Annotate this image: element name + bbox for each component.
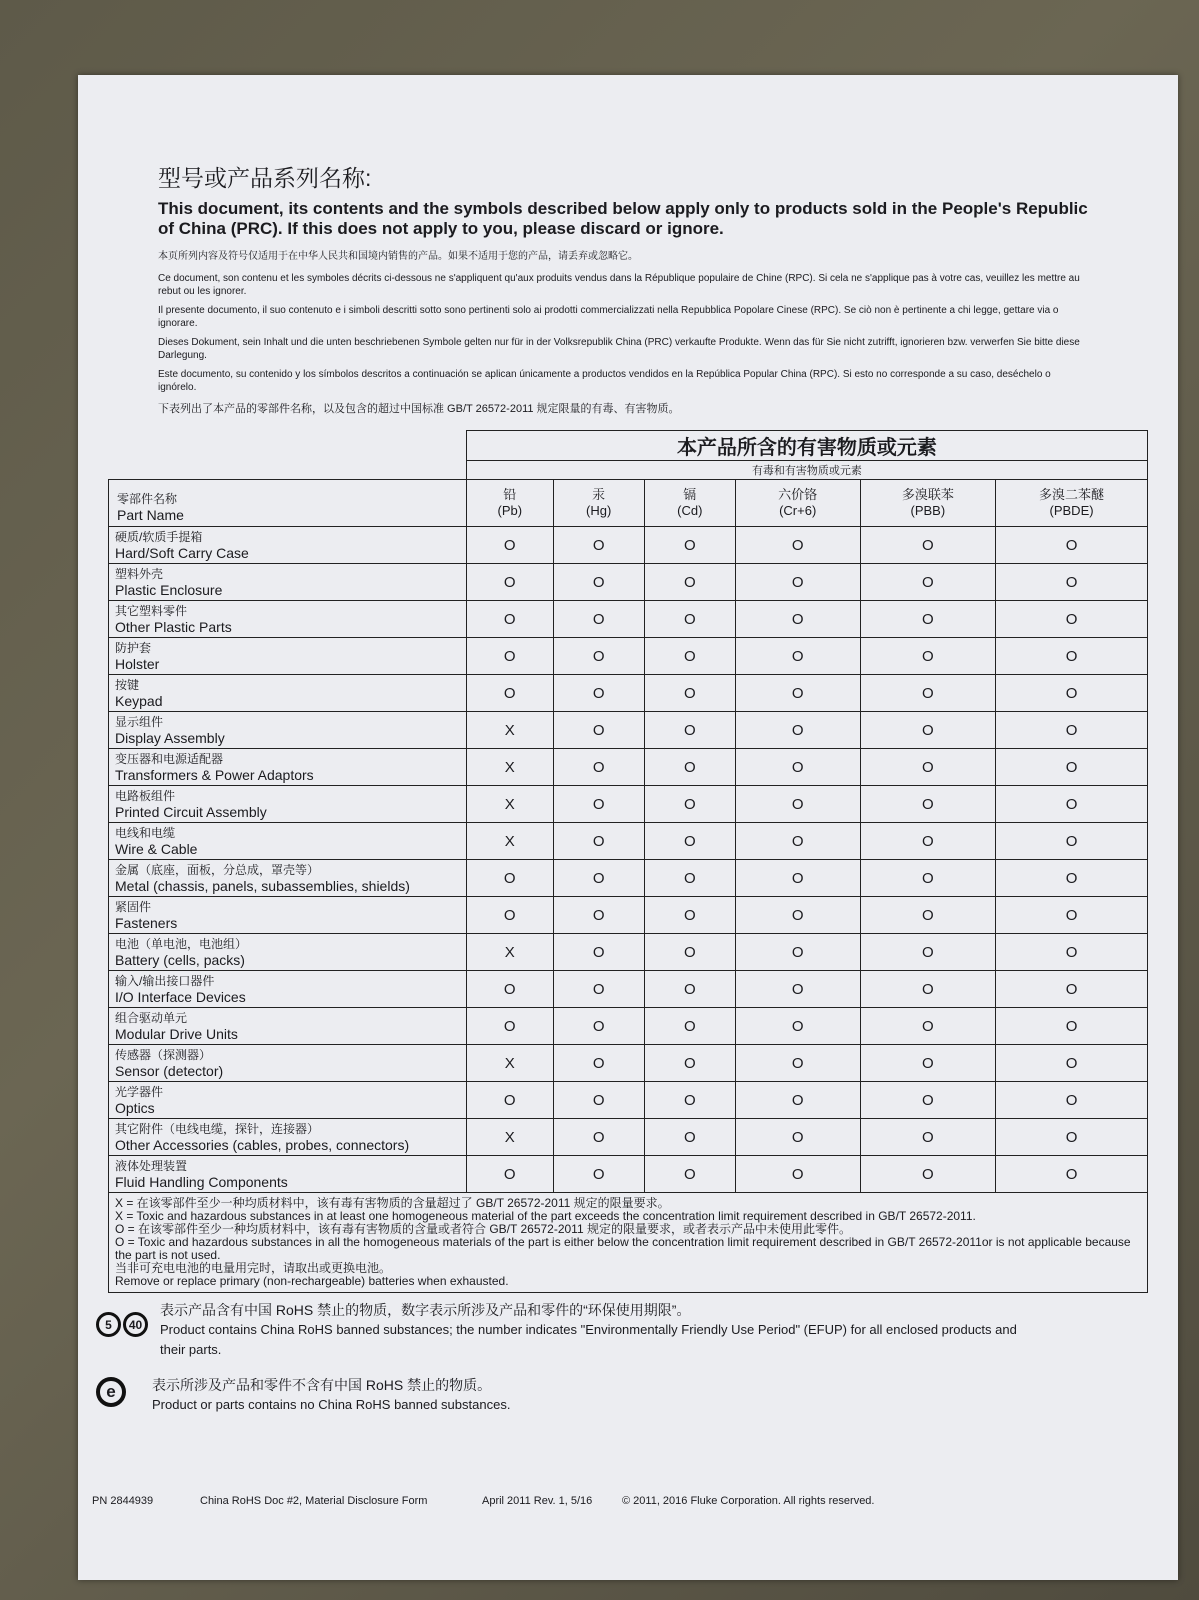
substance-mark: O [996, 564, 1148, 601]
substance-symbol: (PBDE) [1049, 503, 1094, 518]
substance-header [553, 480, 644, 527]
substance-mark: O [860, 749, 996, 786]
substance-mark: O [860, 1008, 996, 1045]
table-row [109, 1045, 1148, 1082]
part-name-en: Battery (cells, packs) [115, 952, 245, 968]
substance-mark: O [996, 749, 1148, 786]
substance-mark: O [644, 786, 735, 823]
e-text-zh: 表示所涉及产品和零件不含有中国 RoHS 禁止的物质。 [152, 1377, 492, 1393]
substance-symbol: (Cd) [677, 503, 703, 518]
part-name-zh: 液体处理装置 [115, 1159, 188, 1173]
substance-mark: O [644, 860, 735, 897]
substance-mark: O [466, 860, 553, 897]
substance-mark: X [466, 1119, 553, 1156]
substance-mark: O [735, 1156, 860, 1193]
part-name-cell [109, 638, 467, 675]
substance-mark: O [644, 749, 735, 786]
substance-mark: O [644, 1119, 735, 1156]
part-name-header-zh: 零部件名称 [117, 492, 178, 506]
table-row [109, 712, 1148, 749]
part-name-cell [109, 675, 467, 712]
substance-zh: 镉 [683, 487, 697, 502]
part-name-en: Wire & Cable [115, 841, 198, 857]
table-row [109, 601, 1148, 638]
substance-mark: O [553, 675, 644, 712]
part-name-zh: 电路板组件 [115, 789, 176, 803]
table-row [109, 786, 1148, 823]
substance-mark: O [644, 1082, 735, 1119]
substance-mark: O [996, 934, 1148, 971]
substance-mark: O [996, 971, 1148, 1008]
scope-statement-it: Il presente documento, il suo contenuto e i simboli descritti sotto sono pertinenti solo ai prodotti commercializzati nella Repubblica Popolare Cinese (RPC). Se ciò non è pertinente a chi legge, gettare via o ignorare. [158, 305, 1059, 329]
scope-statement-es: Este documento, su contenido y los símbolos descritos a continuación se aplican únicamente a productos vendidos en la República Popular China (RPC). Si esto no corresponde a su caso, deséchelo o ignórelo. [158, 369, 1051, 393]
part-name-zh: 光学器件 [115, 1085, 164, 1099]
part-name-cell [109, 934, 467, 971]
part-name-en: Plastic Enclosure [115, 582, 223, 598]
model-name-label: 型号或产品系列名称: [158, 165, 372, 191]
substance-mark: O [644, 1008, 735, 1045]
intro-section [158, 160, 1088, 416]
part-name-zh: 塑料外壳 [115, 567, 164, 581]
note-o-zh: O = 在该零部件至少一种均质材料中，该有毒有害物质的含量或者符合 GB/T 26572-2011 规定的限量要求，或者表示产品中未使用此零件。 [115, 1222, 851, 1236]
table-row [109, 823, 1148, 860]
part-name-cell [109, 1156, 467, 1193]
substance-mark: O [466, 1008, 553, 1045]
substance-header [466, 480, 553, 527]
substance-mark: O [553, 934, 644, 971]
substance-mark: O [860, 601, 996, 638]
substance-mark: O [644, 934, 735, 971]
substance-mark: O [553, 1119, 644, 1156]
table-row [109, 897, 1148, 934]
substance-mark: O [466, 897, 553, 934]
substance-mark: X [466, 1045, 553, 1082]
substance-mark: X [466, 934, 553, 971]
hazardous-substance-table [108, 430, 1148, 1293]
table-subtitle: 有毒和有害物质或元素 [466, 461, 1147, 480]
part-name-en: Holster [115, 656, 160, 672]
efup-years-circle: 40 [123, 1312, 148, 1337]
part-name-zh: 其它塑料零件 [115, 604, 188, 618]
e-text-en: Product or parts contains no China RoHS banned substances. [152, 1397, 511, 1412]
part-name-zh: 变压器和电源适配器 [115, 752, 224, 766]
substance-mark: O [735, 638, 860, 675]
substance-mark: O [860, 712, 996, 749]
efup-legend [96, 1300, 1040, 1360]
substance-mark: O [996, 712, 1148, 749]
substance-mark: O [644, 527, 735, 564]
scope-statement-en: This document, its contents and the symbols described below apply only to products sold in the People's Republic of China (PRC). If this does not apply to you, please discard or ignore. [158, 199, 1088, 238]
substance-mark: O [735, 971, 860, 1008]
part-name-cell [109, 971, 467, 1008]
substance-mark: O [996, 1008, 1148, 1045]
part-name-en: Optics [115, 1100, 155, 1116]
table-title: 本产品所含的有害物质或元素 [466, 431, 1147, 461]
substance-mark: O [553, 897, 644, 934]
substance-mark: O [860, 786, 996, 823]
substance-header [644, 480, 735, 527]
part-name-cell [109, 860, 467, 897]
substance-mark: X [466, 823, 553, 860]
part-name-cell [109, 897, 467, 934]
part-name-zh: 紧固件 [115, 900, 152, 914]
e-legend [96, 1375, 1032, 1415]
substance-mark: O [735, 564, 860, 601]
substance-zh: 六价铬 [778, 487, 818, 502]
substance-symbol: (Hg) [586, 503, 612, 518]
substance-mark: O [996, 601, 1148, 638]
part-name-en: Other Plastic Parts [115, 619, 232, 635]
scope-statement-zh: 本页所列内容及符号仅适用于在中华人民共和国境内销售的产品。如果不适用于您的产品，请丢弃或忽略它。 [158, 251, 638, 262]
part-name-en: Display Assembly [115, 730, 225, 746]
substance-mark: O [860, 897, 996, 934]
substance-mark: O [735, 527, 860, 564]
part-name-cell [109, 601, 467, 638]
table-row [109, 934, 1148, 971]
substance-mark: O [860, 1082, 996, 1119]
substance-mark: O [644, 564, 735, 601]
substance-mark: O [996, 860, 1148, 897]
substance-mark: O [735, 1008, 860, 1045]
substance-mark: X [466, 786, 553, 823]
substance-mark: O [466, 675, 553, 712]
part-name-en: Modular Drive Units [115, 1026, 238, 1042]
substance-mark: O [996, 1119, 1148, 1156]
substance-symbol: (Pb) [497, 503, 523, 518]
substance-mark: O [553, 786, 644, 823]
substance-mark: O [996, 786, 1148, 823]
table-row [109, 860, 1148, 897]
substance-zh: 汞 [592, 487, 606, 502]
substance-mark: O [553, 971, 644, 1008]
substance-mark: O [466, 564, 553, 601]
part-name-cell [109, 712, 467, 749]
part-name-cell [109, 527, 467, 564]
table-row [109, 1119, 1148, 1156]
part-name-cell [109, 823, 467, 860]
substance-mark: O [553, 712, 644, 749]
note-battery-en: Remove or replace primary (non-rechargeable) batteries when exhausted. [115, 1274, 509, 1288]
scope-statement-de: Dieses Dokument, sein Inhalt und die unten beschriebenen Symbole gelten nur für in der Volksrepublik China (PRC) verkaufte Produkte. Wenn das für Sie nicht zutrifft, ignorieren bzw. verwerfen Sie bitte diese Darlegung. [158, 337, 1080, 361]
substance-mark: O [860, 1119, 996, 1156]
footer-part-number: PN 2844939 [92, 1495, 154, 1507]
substance-symbol: (Cr+6) [779, 503, 817, 518]
substance-mark: O [466, 601, 553, 638]
substance-mark: O [860, 527, 996, 564]
substance-mark: O [644, 675, 735, 712]
substance-mark: O [860, 823, 996, 860]
part-name-zh: 电线和电缆 [115, 826, 176, 840]
table-row [109, 749, 1148, 786]
table-body [109, 527, 1148, 1193]
substance-mark: O [996, 1045, 1148, 1082]
note-x-zh: X = 在该零部件至少一种均质材料中，该有毒有害物质的含量超过了 GB/T 26572-2011 规定的限量要求。 [115, 1196, 670, 1210]
substance-mark: O [466, 527, 553, 564]
part-name-en: Sensor (detector) [115, 1063, 224, 1079]
substance-mark: X [466, 712, 553, 749]
substance-mark: O [735, 897, 860, 934]
note-o-en: O = Toxic and hazardous substances in all the homogeneous materials of the part is either below the concentration limit requirement described in GB/T 26572-2011or is not applicable because the part is not used. [115, 1235, 1131, 1262]
substance-header [996, 480, 1148, 527]
substance-mark: O [735, 1045, 860, 1082]
substance-mark: O [553, 1008, 644, 1045]
footer-revision: April 2011 Rev. 1, 5/16 [482, 1495, 593, 1507]
part-name-en: Other Accessories (cables, probes, connectors) [115, 1137, 410, 1153]
substance-mark: O [735, 1119, 860, 1156]
substance-mark: O [996, 675, 1148, 712]
substance-mark: O [553, 638, 644, 675]
part-name-en: Hard/Soft Carry Case [115, 545, 249, 561]
substance-mark: X [466, 749, 553, 786]
substance-mark: O [644, 1156, 735, 1193]
substance-mark: O [735, 601, 860, 638]
substance-mark: O [860, 564, 996, 601]
part-name-en: Metal (chassis, panels, subassemblies, shields) [115, 878, 410, 894]
e-description [152, 1375, 1032, 1415]
part-name-zh: 显示组件 [115, 715, 164, 729]
part-name-zh: 输入/输出接口器件 [115, 974, 215, 988]
substance-mark: O [553, 823, 644, 860]
part-name-en: Printed Circuit Assembly [115, 804, 267, 820]
substance-mark: O [466, 1156, 553, 1193]
substance-zh: 铅 [503, 487, 517, 502]
header-row [109, 480, 1148, 527]
part-name-en: Transformers & Power Adaptors [115, 767, 314, 783]
efup-years-circle: 5 [96, 1312, 121, 1337]
efup-text-zh: 表示产品含有中国 RoHS 禁止的物质，数字表示所涉及产品和零件的“环保使用期限”。 [160, 1302, 691, 1318]
substance-mark: O [644, 823, 735, 860]
substance-mark: O [553, 527, 644, 564]
part-name-zh: 按键 [115, 678, 140, 692]
table-row [109, 638, 1148, 675]
substance-mark: O [996, 527, 1148, 564]
substance-mark: O [860, 1156, 996, 1193]
footer-copyright: © 2011, 2016 Fluke Corporation. All rights reserved. [622, 1495, 875, 1507]
substance-mark: O [735, 1082, 860, 1119]
substance-mark: O [860, 638, 996, 675]
efup-text-en: Product contains China RoHS banned substances; the number indicates "Environmentally Friendly Use Period" (EFUP) for all enclosed products and their parts. [160, 1322, 1017, 1357]
substance-mark: O [996, 638, 1148, 675]
substance-mark: O [735, 675, 860, 712]
part-name-en: I/O Interface Devices [115, 989, 246, 1005]
substance-mark: O [735, 786, 860, 823]
table-intro: 下表列出了本产品的零部件名称，以及包含的超过中国标准 GB/T 26572-2011 规定限量的有毒、有害物质。 [158, 403, 680, 415]
efup-description [160, 1300, 1040, 1360]
part-name-zh: 传感器（探测器） [115, 1048, 212, 1062]
part-name-cell [109, 786, 467, 823]
part-name-zh: 其它附件（电线电缆，探针，连接器） [115, 1122, 320, 1136]
substance-mark: O [644, 601, 735, 638]
substance-mark: O [466, 971, 553, 1008]
substance-mark: O [553, 1082, 644, 1119]
part-name-cell [109, 1008, 467, 1045]
substance-zh: 多溴二苯醚 [1039, 487, 1105, 502]
part-name-zh: 防护套 [115, 641, 152, 655]
table-row [109, 675, 1148, 712]
substance-mark: O [735, 860, 860, 897]
substance-mark: O [860, 1045, 996, 1082]
part-name-cell [109, 1045, 467, 1082]
substance-mark: O [735, 934, 860, 971]
substance-mark: O [644, 971, 735, 1008]
substance-mark: O [996, 1156, 1148, 1193]
substance-mark: O [860, 971, 996, 1008]
note-battery-zh: 当非可充电电池的电量用完时，请取出或更换电池。 [115, 1261, 392, 1275]
document-page [78, 75, 1178, 1580]
substance-mark: O [553, 601, 644, 638]
substance-mark: O [466, 638, 553, 675]
substance-mark: O [735, 823, 860, 860]
substance-mark: O [553, 1156, 644, 1193]
substance-mark: O [553, 749, 644, 786]
substance-symbol: (PBB) [910, 503, 946, 518]
part-name-zh: 金属（底座，面板，分总成，罩壳等） [115, 863, 320, 877]
efup-symbol [96, 1312, 148, 1337]
e-circle-icon: e [96, 1377, 126, 1407]
part-name-zh: 组合驱动单元 [115, 1011, 188, 1025]
substance-mark: O [466, 1082, 553, 1119]
footer [92, 1495, 1092, 1507]
part-name-en: Keypad [115, 693, 163, 709]
substance-mark: O [553, 860, 644, 897]
substance-mark: O [996, 1082, 1148, 1119]
note-x-en: X = Toxic and hazardous substances in at least one homogeneous material of the part exceeds the concentration limit requirement described in GB/T 26572-2011. [115, 1209, 976, 1223]
part-name-cell [109, 564, 467, 601]
part-name-en: Fasteners [115, 915, 178, 931]
table-row [109, 1008, 1148, 1045]
substance-header [860, 480, 996, 527]
substance-mark: O [860, 860, 996, 897]
substance-zh: 多溴联苯 [901, 487, 954, 502]
part-name-zh: 硬质/软质手提箱 [115, 530, 203, 544]
substance-mark: O [860, 934, 996, 971]
part-name-header [109, 480, 467, 527]
scope-statement-fr: Ce document, son contenu et les symboles décrits ci-dessous ne s'appliquent qu'aux produits vendus dans la République populaire de Chine (RPC). Si cela ne s'applique pas à votre cas, veuillez les mettre au rebut ou les ignorer. [158, 273, 1080, 297]
part-name-cell [109, 1119, 467, 1156]
part-name-cell [109, 749, 467, 786]
substance-mark: O [644, 1045, 735, 1082]
substance-mark: O [644, 638, 735, 675]
part-name-header-en: Part Name [117, 507, 184, 523]
table-row [109, 564, 1148, 601]
substance-mark: O [996, 897, 1148, 934]
substance-mark: O [860, 675, 996, 712]
substance-mark: O [553, 1045, 644, 1082]
table-row [109, 527, 1148, 564]
table-row [109, 1082, 1148, 1119]
substance-header [735, 480, 860, 527]
table-row [109, 1156, 1148, 1193]
part-name-en: Fluid Handling Components [115, 1174, 288, 1190]
substance-mark: O [735, 712, 860, 749]
part-name-cell [109, 1082, 467, 1119]
substance-mark: O [735, 749, 860, 786]
substance-mark: O [553, 564, 644, 601]
substance-mark: O [644, 897, 735, 934]
table-row [109, 971, 1148, 1008]
part-name-zh: 电池（单电池，电池组） [115, 937, 248, 951]
table-notes [109, 1193, 1148, 1293]
substance-mark: O [996, 823, 1148, 860]
substance-mark: O [644, 712, 735, 749]
footer-doc-title: China RoHS Doc #2, Material Disclosure Form [200, 1495, 428, 1507]
